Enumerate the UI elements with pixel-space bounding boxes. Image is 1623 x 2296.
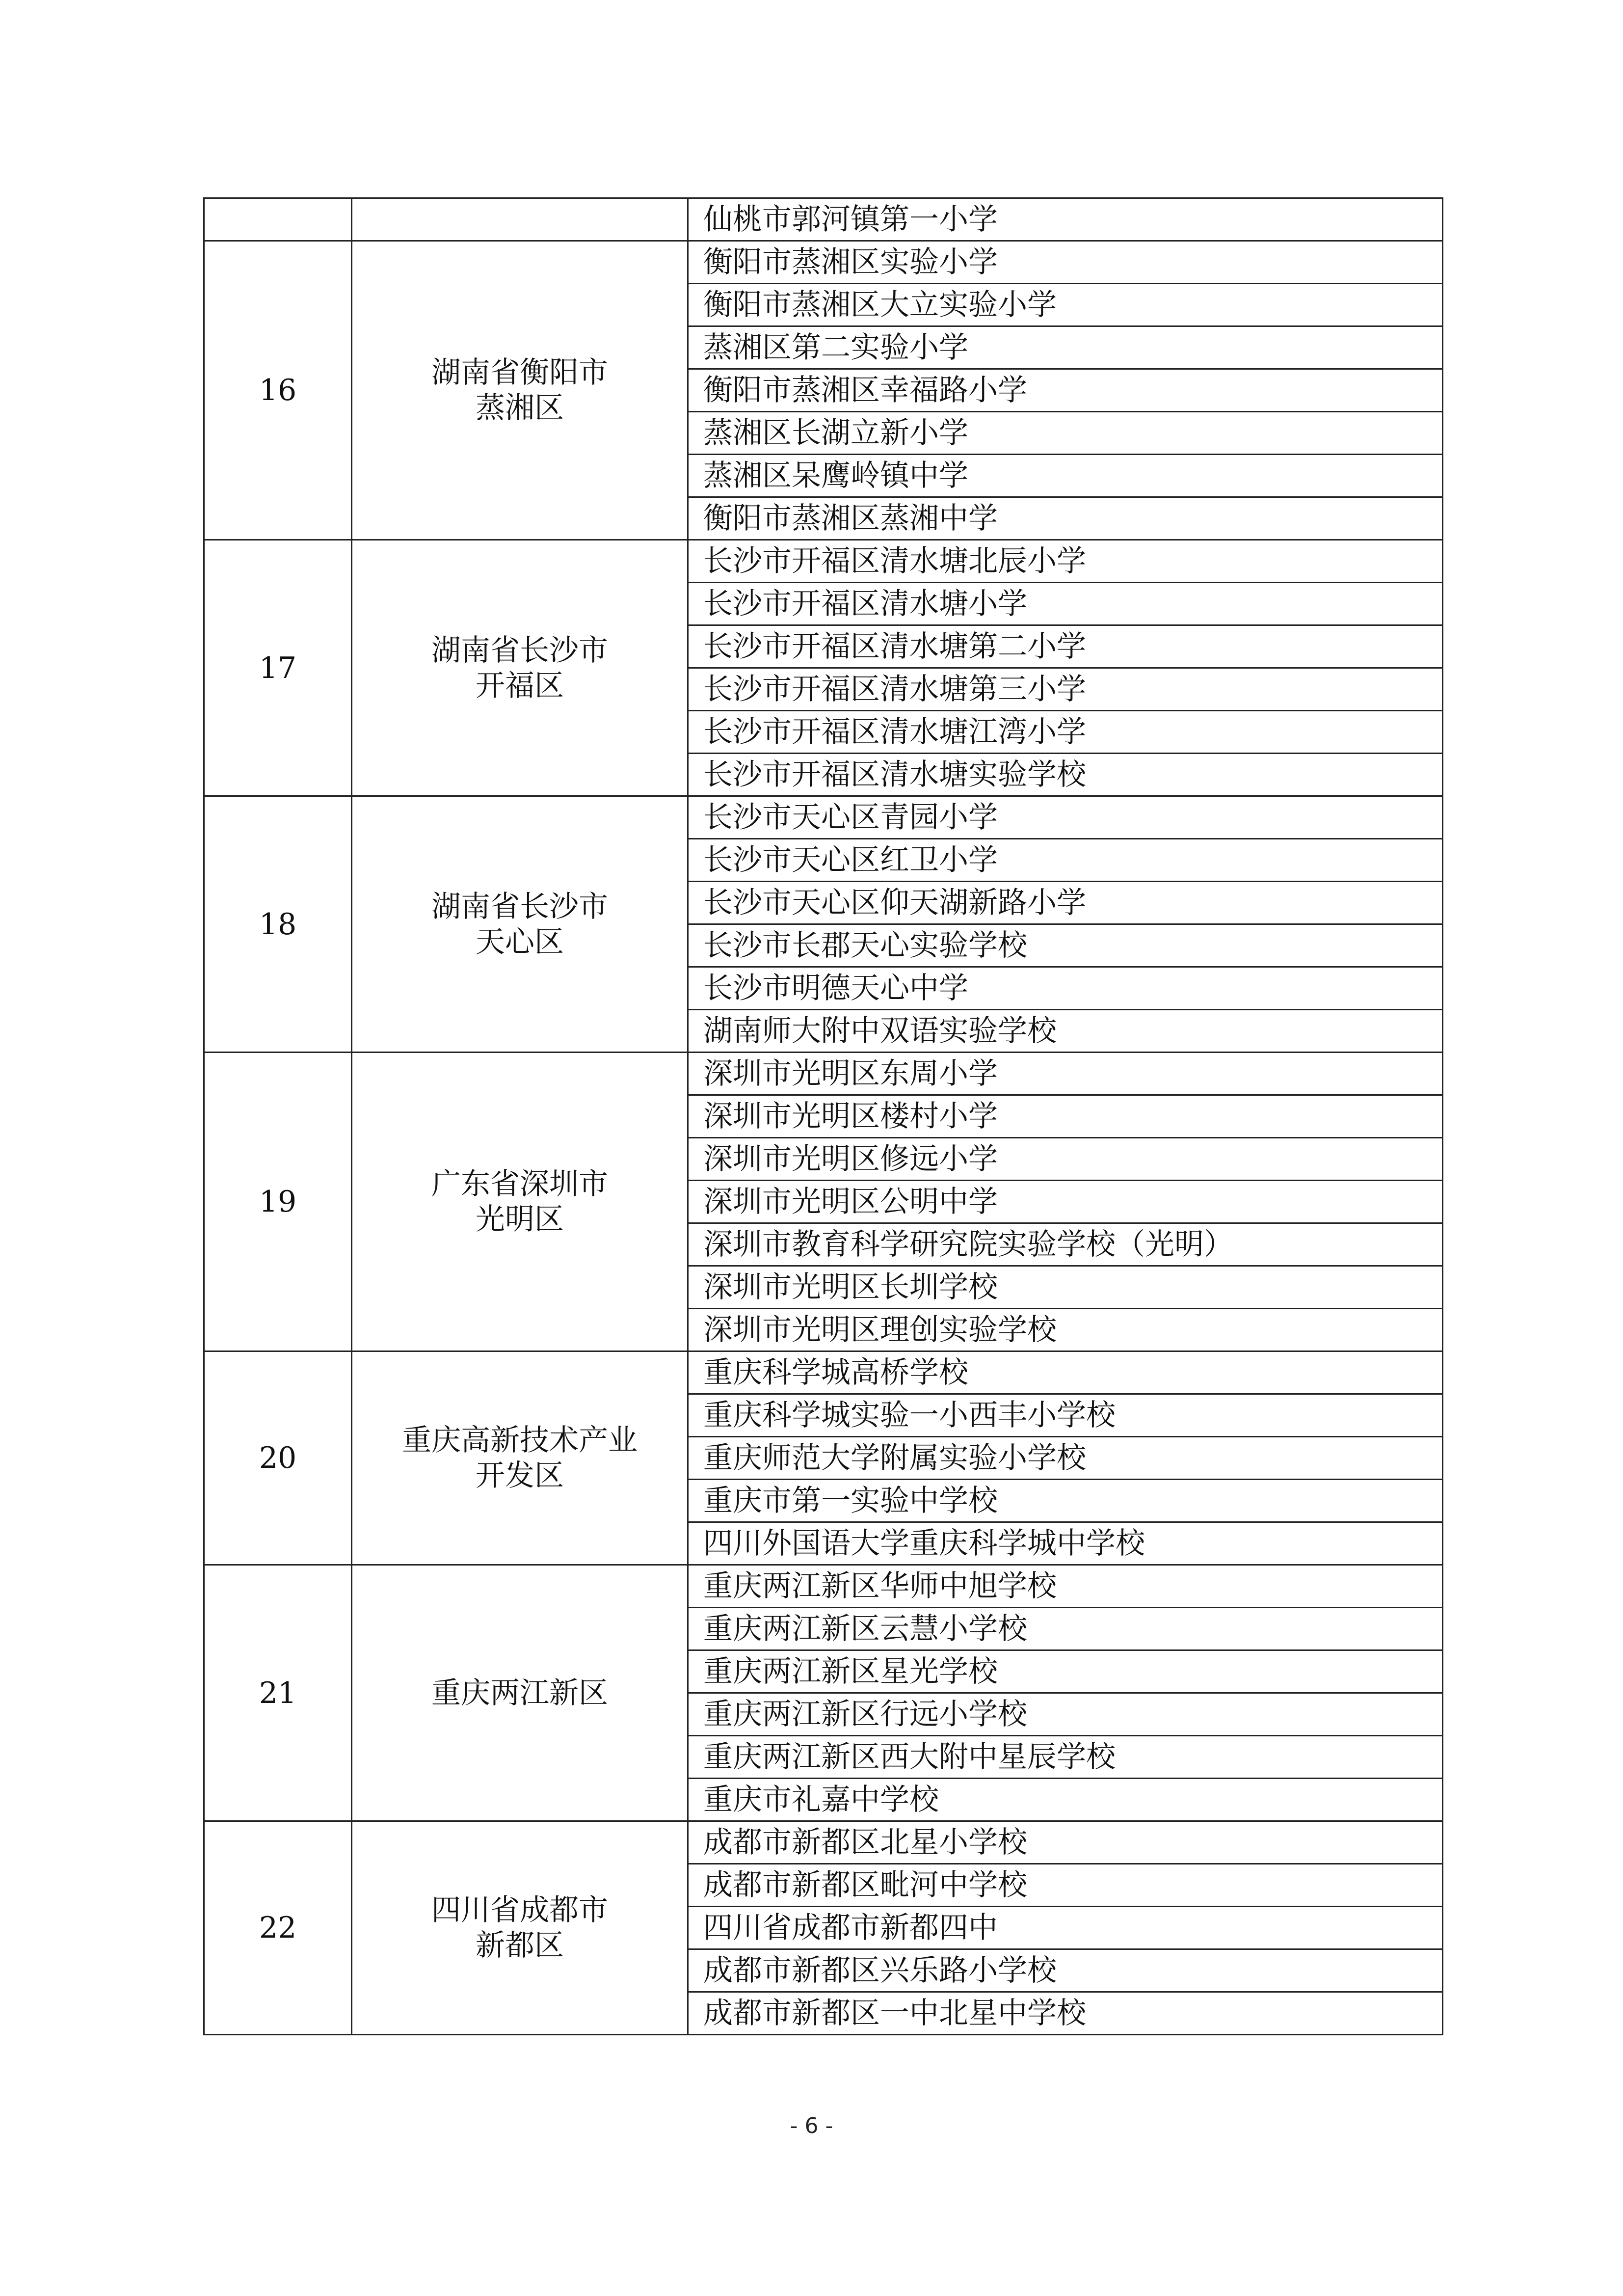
- table-row: [204, 198, 1443, 241]
- region-name-line: 开福区: [476, 668, 564, 703]
- region-name-line: 湖南省衡阳市: [431, 355, 608, 390]
- school-name-cell: 长沙市明德天心中学: [688, 967, 1443, 1010]
- school-name-cell: 成都市新都区毗河中学校: [688, 1864, 1443, 1907]
- school-name-cell: 重庆两江新区云慧小学校: [688, 1608, 1443, 1650]
- region-name-line: 光明区: [476, 1202, 564, 1237]
- school-name-cell: 深圳市光明区长圳学校: [688, 1266, 1443, 1309]
- school-name-cell: 衡阳市蒸湘区蒸湘中学: [688, 497, 1443, 540]
- group-number-cell: 18: [204, 796, 352, 1053]
- school-name-cell: 长沙市开福区清水塘小学: [688, 583, 1443, 625]
- region-cell: [352, 198, 688, 241]
- table-row: [204, 1821, 1443, 1864]
- school-name-cell: 重庆市礼嘉中学校: [688, 1779, 1443, 1821]
- school-name-cell: 长沙市天心区仰天湖新路小学: [688, 882, 1443, 924]
- table-row: [204, 241, 1443, 284]
- table-row: [204, 1565, 1443, 1608]
- school-name-cell: 重庆科学城高桥学校: [688, 1351, 1443, 1394]
- region-name-line: 广东省深圳市: [431, 1167, 608, 1201]
- school-name-cell: 长沙市天心区青园小学: [688, 796, 1443, 839]
- school-name-cell: 深圳市光明区东周小学: [688, 1053, 1443, 1095]
- school-name-cell: 重庆科学城实验一小西丰小学校: [688, 1394, 1443, 1437]
- school-name-cell: 长沙市开福区清水塘第二小学: [688, 625, 1443, 668]
- school-name-cell: 四川省成都市新都四中: [688, 1907, 1443, 1949]
- region-name-line: 四川省成都市: [431, 1893, 608, 1927]
- group-number-cell: 20: [204, 1351, 352, 1565]
- region-name-line: 重庆高新技术产业: [402, 1423, 638, 1458]
- school-name-cell: 深圳市光明区修远小学: [688, 1138, 1443, 1181]
- school-name-cell: 长沙市天心区红卫小学: [688, 839, 1443, 882]
- school-name-cell: 衡阳市蒸湘区大立实验小学: [688, 284, 1443, 326]
- table-row: [204, 796, 1443, 839]
- region-name-line: 新都区: [476, 1928, 564, 1963]
- school-name-cell: 成都市新都区北星小学校: [688, 1821, 1443, 1864]
- school-name-cell: 四川外国语大学重庆科学城中学校: [688, 1522, 1443, 1565]
- region-name-line: 蒸湘区: [476, 391, 564, 425]
- region-cell: [352, 1821, 688, 2035]
- region-cell: [352, 1351, 688, 1565]
- school-name-cell: 仙桃市郭河镇第一小学: [688, 198, 1443, 241]
- group-number-cell: 21: [204, 1565, 352, 1821]
- school-name-cell: 重庆两江新区行远小学校: [688, 1693, 1443, 1736]
- school-name-cell: 蒸湘区长湖立新小学: [688, 412, 1443, 455]
- school-name-cell: 成都市新都区一中北星中学校: [688, 1992, 1443, 2035]
- school-name-cell: 衡阳市蒸湘区幸福路小学: [688, 369, 1443, 412]
- school-name-cell: 长沙市长郡天心实验学校: [688, 924, 1443, 967]
- group-number-cell: 19: [204, 1053, 352, 1351]
- school-name-cell: 重庆两江新区华师中旭学校: [688, 1565, 1443, 1608]
- region-cell: [352, 1053, 688, 1351]
- school-name-cell: 长沙市开福区清水塘江湾小学: [688, 711, 1443, 754]
- school-name-cell: 蒸湘区第二实验小学: [688, 326, 1443, 369]
- school-name-cell: 蒸湘区呆鹰岭镇中学: [688, 455, 1443, 497]
- table-row: [204, 1053, 1443, 1095]
- school-name-cell: 衡阳市蒸湘区实验小学: [688, 241, 1443, 284]
- table-row: [204, 1351, 1443, 1394]
- school-name-cell: 深圳市光明区理创实验学校: [688, 1309, 1443, 1351]
- school-name-cell: 湖南师大附中双语实验学校: [688, 1010, 1443, 1053]
- region-cell: [352, 796, 688, 1053]
- school-name-cell: 重庆两江新区星光学校: [688, 1650, 1443, 1693]
- school-name-cell: 长沙市开福区清水塘实验学校: [688, 754, 1443, 796]
- group-number-cell: 16: [204, 241, 352, 540]
- school-name-cell: 成都市新都区兴乐路小学校: [688, 1949, 1443, 1992]
- page-number: - 6 -: [790, 2113, 833, 2138]
- group-number-cell: 22: [204, 1821, 352, 2035]
- school-list-table: [203, 197, 1443, 2035]
- school-name-cell: 长沙市开福区清水塘第三小学: [688, 668, 1443, 711]
- school-name-cell: 长沙市开福区清水塘北辰小学: [688, 540, 1443, 583]
- table-body: [204, 198, 1443, 2035]
- school-name-cell: 深圳市光明区楼村小学: [688, 1095, 1443, 1138]
- group-number-cell: [204, 198, 352, 241]
- region-cell: [352, 540, 688, 796]
- group-number-cell: 17: [204, 540, 352, 796]
- school-name-cell: 深圳市教育科学研究院实验学校（光明）: [688, 1223, 1443, 1266]
- table-row: [204, 540, 1443, 583]
- region-name-line: 开发区: [476, 1459, 564, 1493]
- region-cell: [352, 241, 688, 540]
- school-name-cell: 重庆两江新区西大附中星辰学校: [688, 1736, 1443, 1779]
- region-name-line: 湖南省长沙市: [431, 889, 608, 924]
- region-cell: [352, 1565, 688, 1821]
- school-name-cell: 重庆市第一实验中学校: [688, 1480, 1443, 1522]
- region-name-line: 湖南省长沙市: [431, 633, 608, 668]
- school-name-cell: 重庆师范大学附属实验小学校: [688, 1437, 1443, 1480]
- region-name-line: 重庆两江新区: [431, 1675, 608, 1710]
- school-name-cell: 深圳市光明区公明中学: [688, 1181, 1443, 1223]
- region-name-line: 天心区: [476, 924, 564, 959]
